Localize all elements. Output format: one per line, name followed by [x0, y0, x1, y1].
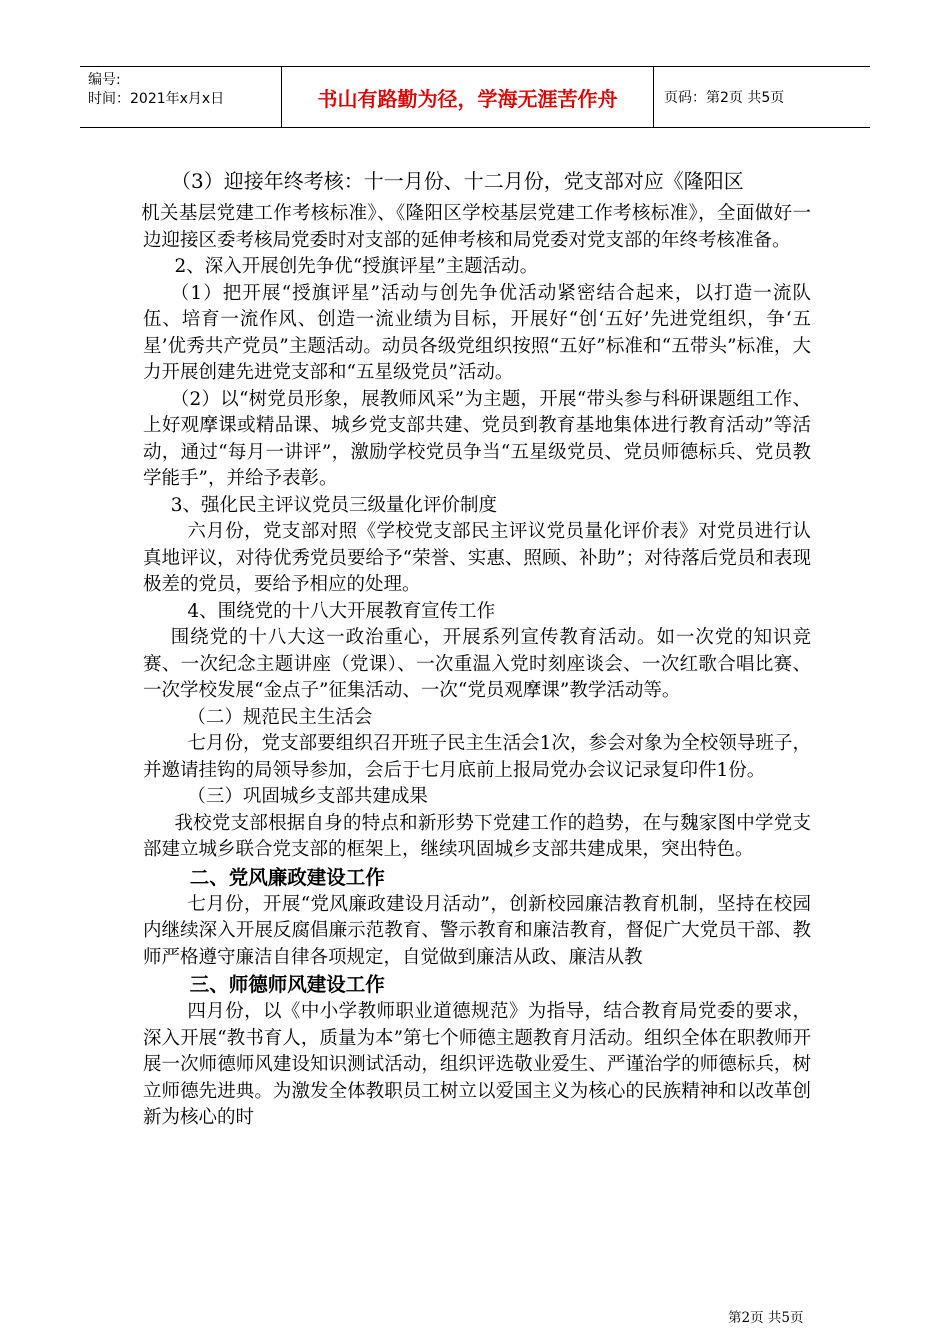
paragraph: （1）把开展“授旗评星”活动与创先争优活动紧密结合起来，以打造一流队伍、培育一流作风、创造一流业绩为目标，开展好“创‘五好’先进党组织，争‘五星’优秀共产党员”主题活动。动员各级党组织按照“五好”标准和“五带头”标准，大力开展创建先进党支部和“五星级党员”活动。 — [143, 282, 811, 383]
section-heading: 2、深入开展创先争优“授旗评星”主题活动。 — [174, 256, 539, 277]
paragraph: 七月份，开展“党风廉政建设月活动”，创新校园廉洁教育机制，坚持在校园内继续深入开展反腐倡廉示范教育、警示教育和廉洁教育，督促广大党员干部、教师严格遵守廉洁自律各项规定，自觉做到廉洁从政、廉洁从教 — [143, 893, 811, 968]
paragraph: 我校党支部根据自身的特点和新形势下党建工作的趋势，在与魏家图中学党支部建立城乡联合党支部的框架上，继续巩固城乡支部共建成果，突出特色。 — [143, 812, 811, 860]
paragraph: 七月份，党支部要组织召开班子民主生活会1次，参会对象为全校领导班子，并邀请挂钩的局领导参加，会后于七月底前上报局党办会议记录复印件1份。 — [143, 733, 811, 781]
chapter-heading: 二、党风廉政建设工作 — [189, 865, 385, 889]
document-date: 时间：2021年x月x日 — [88, 91, 225, 107]
header-motto: 书山有路勤为径，学海无涯苦作舟 — [282, 67, 654, 127]
section-heading: （三）巩固城乡支部共建成果 — [187, 786, 428, 807]
section-heading: （二）规范民主生活会 — [187, 706, 373, 728]
paragraph: 四月份，以《中小学教师职业道德规范》为指导，结合教育局党委的要求，深入开展“教书育人，质量为本”第七个师德主题教育月活动。组织全体在职教师开展一次师德师风建设知识测试活动，组织评选敬业爱生、严谨治学的师德标兵，树立师德先进典。为激发全体教职员工树立以爱国主义为核心的民族精神和以改革创新为核心的时 — [143, 1001, 811, 1128]
header-meta — [80, 67, 282, 127]
paragraph: 六月份，党支部对照《学校党支部民主评议党员量化评价表》对党员进行认真地评议，对待优秀党员要给予“荣誉、实惠、照顾、补助”；对待落后党员和表现极差的党员，要给予相应的处理。 — [143, 521, 811, 595]
document-number: 编号: — [88, 72, 121, 88]
paragraph: （3）迎接年终考核：十一月份、十二月份，党支部对应《隆阳区 — [171, 169, 744, 193]
section-heading: 4、围绕党的十八大开展教育宣传工作 — [187, 600, 496, 622]
document-body — [143, 161, 811, 1132]
page-footer: 第2页 共5页 — [728, 1310, 804, 1326]
page-header — [80, 66, 870, 128]
paragraph: 机关基层党建工作考核标准》、《隆阳区学校基层党建工作考核标准》，全面做好一边迎接区委考核局党委时对支部的延伸考核和局党委对党支部的年终考核准备。 — [141, 203, 811, 251]
chapter-heading: 三、师德师风建设工作 — [189, 973, 385, 996]
paragraph: （2）以“树党员形象，展教师风采”为主题，开展“带头参与科研课题组工作、上好观摩课或精品课、城乡党支部共建、党员到教育基地集体进行教育活动”等活动，通过“每月一讲评”，激励学校党员争当“五星级党员、党员师德标兵、党员教学能手”，并给予表彰。 — [143, 388, 811, 489]
header-page-number: 页码：第2页 共5页 — [664, 90, 785, 106]
paragraph: 围绕党的十八大这一政治重心，开展系列宣传教育活动。如一次党的知识竞赛、一次纪念主题讲座（党课）、一次重温入党时刻座谈会、一次红歌合唱比赛、一次学校发展“金点子”征集活动、一次“党员观摩课”教学活动等。 — [143, 627, 811, 701]
section-heading: 3、强化民主评议党员三级量化评价制度 — [170, 494, 498, 516]
